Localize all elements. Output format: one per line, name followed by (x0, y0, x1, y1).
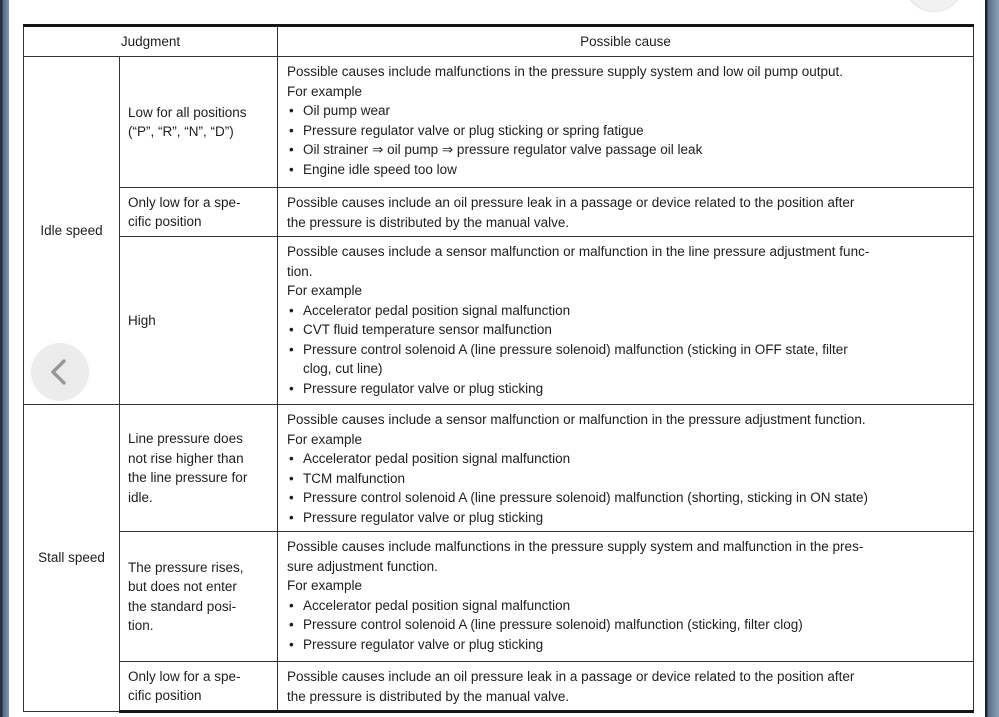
judgment-cell: The pressure rises, but does not enter the standard posi- tion. (120, 532, 278, 662)
bullet-item: • Accelerator pedal position signal malfunction (287, 449, 965, 469)
right-page-edge (985, 0, 999, 717)
cause-cell: Possible causes include malfunctions in the pressure supply system and malfunction in the pres- sure adjustment function. For example • Accelerator pedal position signal malfunction • Pressure control solenoid A (line pressure solenoid) malfunction (sticking, filter clog) • Pressure regulator valve or plug sticking (278, 532, 974, 662)
judgment-cell: Only low for a spe- cific position (120, 662, 278, 712)
judgment-cell: Only low for a spe- cific position (120, 188, 278, 237)
group-label: Stall speed (38, 550, 105, 566)
bullet-icon: • (289, 380, 294, 396)
bullet-icon: • (289, 142, 294, 157)
bullet-item: • Oil pump wear (287, 101, 965, 121)
cause-cell: Possible causes include a sensor malfunction or malfunction in the line pressure adjustment func- tion. For example • Accelerator pedal position signal malfunction • CVT fluid temperature sensor malfunction • Pressure control solenoid A (line pressure solenoid) malfunction (sticking in OFF state, filter clog, cut line) • Pressure regulator valve or plug sticking (278, 237, 974, 405)
bullet-icon: • (289, 597, 294, 613)
cause-cell: Possible causes include an oil pressure leak in a passage or device related to the position after the pressure is distributed by the manual valve. (278, 662, 974, 712)
bullet-icon: • (289, 470, 294, 486)
bullet-icon: • (289, 509, 294, 525)
partial-button-top-right[interactable] (904, 0, 964, 12)
possible-cause-header: Possible cause (278, 26, 974, 57)
bullet-item: • Accelerator pedal position signal malfunction (287, 301, 965, 321)
bullet-icon: • (289, 161, 294, 177)
row-group-stall-speed (24, 405, 120, 712)
bullet-icon: • (289, 617, 294, 632)
group-label: Idle speed (40, 222, 103, 238)
bullet-icon: • (289, 103, 294, 118)
chevron-left-icon (40, 352, 80, 392)
bullet-item: • CVT fluid temperature sensor malfunction (287, 320, 965, 340)
bullet-item: • Oil strainer ⇒ oil pump ⇒ pressure regulator valve passage oil leak (287, 140, 965, 160)
bullet-icon: • (289, 302, 294, 318)
bullet-item: • Pressure regulator valve or plug sticking (287, 508, 965, 528)
bullet-icon: • (289, 322, 294, 337)
back-button[interactable] (31, 343, 89, 401)
judgment-cell: Line pressure does not rise higher than the line pressure for idle. (120, 405, 278, 532)
bullet-item: • TCM malfunction (287, 469, 965, 489)
bullet-item: • Pressure regulator valve or plug sticking (287, 635, 965, 655)
bullet-icon: • (289, 122, 294, 138)
bullet-icon: • (289, 341, 294, 357)
bullet-item: • Pressure regulator valve or plug sticking (287, 379, 965, 399)
cause-cell: Possible causes include malfunctions in the pressure supply system and low oil pump output. For example • Oil pump wear • Pressure regulator valve or plug sticking or spring fatigue • Oil strainer ⇒ oil pump ⇒ pressure regulator valve passage oil leak • Engine idle speed too low (278, 57, 974, 188)
judgment-cell: High (120, 237, 278, 405)
left-page-edge (0, 0, 9, 717)
diagnosis-table (23, 24, 974, 713)
bullet-item: • Pressure control solenoid A (line pressure solenoid) malfunction (sticking in OFF state, filter clog, cut line) (289, 341, 848, 376)
bullet-item: • Engine idle speed too low (287, 160, 965, 180)
bullet-item: • Pressure control solenoid A (line pressure solenoid) malfunction (shorting, sticking in ON state) (287, 488, 965, 508)
bullet-item: • Accelerator pedal position signal malfunction (287, 596, 965, 616)
bullet-icon: • (289, 490, 294, 505)
cause-cell: Possible causes include an oil pressure leak in a passage or device related to the position after the pressure is distributed by the manual valve. (278, 188, 974, 237)
bullet-item: • Pressure control solenoid A (line pressure solenoid) malfunction (sticking, filter clog) (287, 615, 965, 635)
bullet-icon: • (289, 451, 294, 466)
judgment-header: Judgment (24, 26, 278, 57)
bullet-icon: • (289, 636, 294, 652)
judgment-cell: Low for all positions (“P”, “R”, “N”, “D”) (120, 57, 278, 188)
bullet-item: • Pressure regulator valve or plug sticking or spring fatigue (287, 121, 965, 141)
cause-cell: Possible causes include a sensor malfunction or malfunction in the pressure adjustment function. For example • Accelerator pedal position signal malfunction • TCM malfunction • Pressure control solenoid A (line pressure solenoid) malfunction (shorting, sticking in ON state) • Pressure regulator valve or plug sticking (278, 405, 974, 532)
